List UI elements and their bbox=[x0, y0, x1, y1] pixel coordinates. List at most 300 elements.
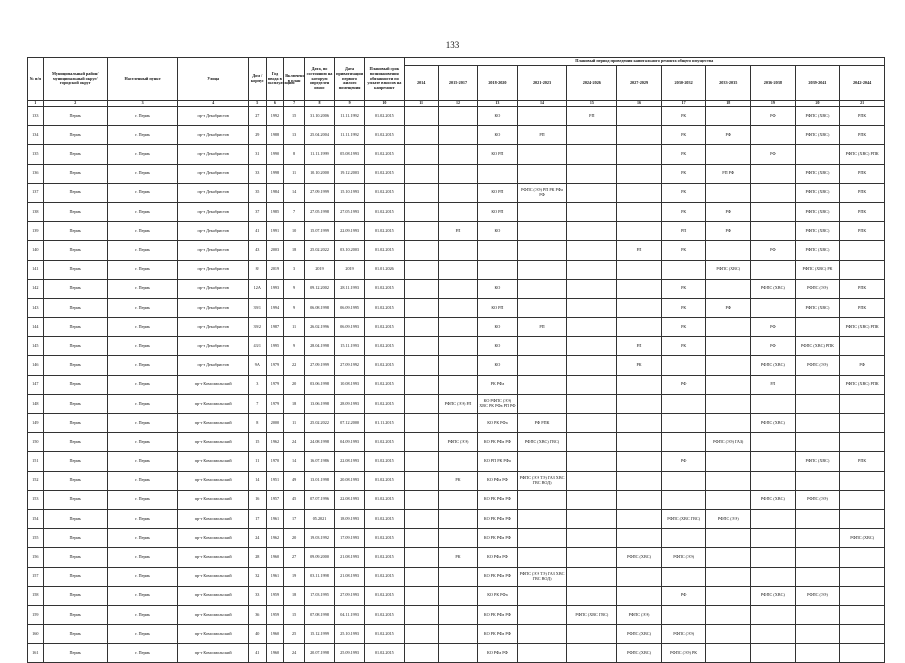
table-cell: 143 bbox=[28, 298, 44, 317]
table-cell: 8 bbox=[284, 145, 305, 164]
table-cell: 01.02.2015 bbox=[365, 375, 404, 394]
table-cell: 41 bbox=[248, 222, 266, 241]
table-cell: Пермь bbox=[43, 145, 107, 164]
table-cell: 1979 bbox=[266, 394, 284, 413]
period-cell bbox=[840, 567, 885, 586]
period-cell bbox=[404, 126, 438, 145]
period-cell: РФПС (ХВС) bbox=[617, 644, 662, 663]
table-cell: 01.02.2015 bbox=[365, 164, 404, 183]
period-cell bbox=[706, 279, 751, 298]
table-cell: г. Пермь bbox=[107, 241, 178, 260]
table-cell: 19.12.2003 bbox=[335, 164, 365, 183]
period-cell bbox=[517, 145, 567, 164]
table-cell: 138 bbox=[28, 202, 44, 221]
table-cell: 1993 bbox=[266, 279, 284, 298]
period-cell: РФПС (ХВС) bbox=[795, 183, 840, 202]
period-cell bbox=[567, 222, 617, 241]
table-cell: Пермь bbox=[43, 260, 107, 279]
period-cell: РК РФа bbox=[478, 375, 517, 394]
period-cell bbox=[517, 625, 567, 644]
period-cell: КО РП bbox=[478, 183, 517, 202]
period-cell bbox=[840, 490, 885, 509]
table-cell: 20 bbox=[284, 375, 305, 394]
table-cell: 28.11.1993 bbox=[335, 279, 365, 298]
period-cell: РФПС (ЭЭ) РП РК РФа РФ bbox=[517, 183, 567, 202]
period-cell bbox=[517, 279, 567, 298]
period-cell bbox=[751, 202, 796, 221]
period-cell bbox=[617, 222, 662, 241]
period-cell bbox=[706, 625, 751, 644]
table-cell: 07.08.1998 bbox=[304, 605, 334, 624]
period-cell bbox=[517, 241, 567, 260]
period-cell: РФПС (ХВС) bbox=[751, 279, 796, 298]
column-number: 13 bbox=[478, 101, 517, 107]
period-cell bbox=[404, 509, 438, 528]
column-number: 3 bbox=[107, 101, 178, 107]
table-row bbox=[28, 605, 885, 624]
table-cell: пр-т Комсомольский bbox=[178, 433, 249, 452]
table-cell: 2019 bbox=[335, 260, 365, 279]
period-cell bbox=[567, 375, 617, 394]
table-row bbox=[28, 126, 885, 145]
period-cell: РК bbox=[661, 318, 706, 337]
period-cell bbox=[795, 375, 840, 394]
col-header: Дата приватизации первого жилого помещения bbox=[335, 58, 365, 101]
period-header: 2039-2041 bbox=[795, 66, 840, 101]
period-header: 2036-2038 bbox=[751, 66, 796, 101]
table-cell: пр-т Комсомольский bbox=[178, 375, 249, 394]
table-cell: 13.01.1998 bbox=[304, 471, 334, 490]
table-cell: Пермь bbox=[43, 375, 107, 394]
period-cell bbox=[567, 433, 617, 452]
table-cell: 1979 bbox=[266, 356, 284, 375]
period-cell bbox=[438, 145, 477, 164]
period-cell bbox=[617, 183, 662, 202]
period-cell bbox=[517, 529, 567, 548]
period-cell bbox=[617, 433, 662, 452]
period-cell bbox=[617, 394, 662, 413]
table-cell: 18 bbox=[284, 241, 305, 260]
col-header: Населенный пункт bbox=[107, 58, 178, 101]
table-cell: 7 bbox=[248, 394, 266, 413]
period-cell: РПК bbox=[840, 202, 885, 221]
period-cell bbox=[840, 471, 885, 490]
table-row bbox=[28, 548, 885, 567]
period-header: 2021-2023 bbox=[517, 66, 567, 101]
period-cell bbox=[617, 260, 662, 279]
table-cell: Пермь bbox=[43, 605, 107, 624]
period-cell: РПК bbox=[840, 164, 885, 183]
period-cell: КО РК РФа РФ bbox=[478, 529, 517, 548]
period-cell: РФПС (ЭЭ) bbox=[795, 279, 840, 298]
table-cell: 22.08.1993 bbox=[335, 452, 365, 471]
table-cell: 01.02.2015 bbox=[365, 356, 404, 375]
period-cell bbox=[404, 414, 438, 433]
table-cell: 1970 bbox=[266, 452, 284, 471]
table-cell: 1957 bbox=[266, 490, 284, 509]
period-cell bbox=[404, 337, 438, 356]
period-cell bbox=[751, 529, 796, 548]
table-cell: Пермь bbox=[43, 471, 107, 490]
period-cell: КО bbox=[478, 107, 517, 126]
period-cell: РФПС (ХВС) РК bbox=[795, 260, 840, 279]
table-cell: г. Пермь bbox=[107, 260, 178, 279]
period-cell bbox=[706, 356, 751, 375]
table-cell: 1987 bbox=[266, 318, 284, 337]
table-header bbox=[28, 58, 885, 107]
table-cell: пр-т Комсомольский bbox=[178, 567, 249, 586]
table-cell: пр-т Комсомольский bbox=[178, 471, 249, 490]
group-header: Плановый период проведения капитального ремонта общего имущества bbox=[404, 58, 884, 66]
period-cell: РФ bbox=[751, 337, 796, 356]
table-row bbox=[28, 337, 885, 356]
period-cell bbox=[517, 644, 567, 663]
table-cell: 09.12.2002 bbox=[304, 279, 334, 298]
period-cell bbox=[517, 107, 567, 126]
period-cell bbox=[751, 260, 796, 279]
table-cell: 15 bbox=[248, 433, 266, 452]
table-cell: пр-т Декабристов bbox=[178, 318, 249, 337]
table-row bbox=[28, 318, 885, 337]
period-cell bbox=[661, 605, 706, 624]
period-cell: РФПС (ХВС) РПК bbox=[840, 375, 885, 394]
period-cell bbox=[751, 567, 796, 586]
period-cell bbox=[404, 164, 438, 183]
col-header: Плановый срок возникновения обязанности по уплате взносов на капремонт bbox=[365, 58, 404, 101]
period-cell bbox=[840, 414, 885, 433]
table-cell: 22.08.1993 bbox=[335, 490, 365, 509]
period-cell: РФ bbox=[706, 126, 751, 145]
period-cell bbox=[438, 183, 477, 202]
table-cell: 18 bbox=[284, 394, 305, 413]
table-cell: Пермь bbox=[43, 433, 107, 452]
table-cell: 01.02.2015 bbox=[365, 509, 404, 528]
period-cell bbox=[706, 644, 751, 663]
table-cell: г. Пермь bbox=[107, 586, 178, 605]
period-cell: РФПС (ЭЭ ТЭ) ГАЗ ХВС ГВС ВОД) bbox=[517, 567, 567, 586]
period-cell: РП bbox=[567, 107, 617, 126]
column-number: 2 bbox=[43, 101, 107, 107]
table-cell: 1985 bbox=[266, 202, 284, 221]
col-header: № п/п bbox=[28, 58, 44, 101]
table-cell: 10.08.1993 bbox=[335, 375, 365, 394]
table-cell: 15.07.1999 bbox=[304, 222, 334, 241]
table-cell: 01.02.2015 bbox=[365, 644, 404, 663]
period-cell bbox=[706, 567, 751, 586]
table-cell: г. Пермь bbox=[107, 126, 178, 145]
table-cell: г. Пермь bbox=[107, 222, 178, 241]
period-cell: РЛ bbox=[751, 375, 796, 394]
period-cell bbox=[567, 414, 617, 433]
period-cell bbox=[438, 529, 477, 548]
period-cell bbox=[567, 625, 617, 644]
period-cell: РК bbox=[661, 126, 706, 145]
period-cell: РФПС (ЭЭ) bbox=[795, 490, 840, 509]
period-cell: КО bbox=[478, 279, 517, 298]
period-cell bbox=[795, 414, 840, 433]
table-cell: Пермь bbox=[43, 126, 107, 145]
table-cell: 39/1 bbox=[248, 298, 266, 317]
period-header: 2015-2017 bbox=[438, 66, 477, 101]
period-cell bbox=[438, 356, 477, 375]
table-row bbox=[28, 433, 885, 452]
period-cell bbox=[706, 318, 751, 337]
table-cell: г. Пермь bbox=[107, 548, 178, 567]
period-cell bbox=[617, 279, 662, 298]
period-cell bbox=[404, 222, 438, 241]
period-cell: КО РК РФа РФ bbox=[478, 605, 517, 624]
period-cell: РЛ bbox=[617, 241, 662, 260]
period-cell: РФПС (ЭЭ) РК bbox=[661, 644, 706, 663]
table-cell: 27 bbox=[284, 548, 305, 567]
period-cell: КО bbox=[478, 356, 517, 375]
table-cell: 07.12.2000 bbox=[335, 414, 365, 433]
period-cell: РПК bbox=[840, 126, 885, 145]
table-cell: пр-т Комсомольский bbox=[178, 644, 249, 663]
table-cell: 1961 bbox=[266, 509, 284, 528]
period-cell bbox=[438, 260, 477, 279]
period-cell bbox=[706, 394, 751, 413]
period-cell bbox=[404, 356, 438, 375]
period-cell bbox=[517, 202, 567, 221]
period-cell: РК bbox=[661, 298, 706, 317]
period-cell bbox=[478, 164, 517, 183]
table-cell: Пермь bbox=[43, 222, 107, 241]
period-cell bbox=[617, 414, 662, 433]
table-cell: г. Пермь bbox=[107, 164, 178, 183]
table-cell: 04.11.1993 bbox=[335, 605, 365, 624]
period-cell bbox=[517, 164, 567, 183]
period-cell bbox=[404, 318, 438, 337]
period-cell: РФ bbox=[751, 318, 796, 337]
table-cell: 27.05.1993 bbox=[335, 202, 365, 221]
period-cell bbox=[840, 586, 885, 605]
table-cell: 2019 bbox=[266, 260, 284, 279]
period-cell bbox=[404, 202, 438, 221]
period-cell bbox=[567, 145, 617, 164]
period-cell bbox=[404, 548, 438, 567]
period-cell bbox=[661, 529, 706, 548]
period-cell bbox=[661, 433, 706, 452]
table-cell: пр-т Декабристов bbox=[178, 260, 249, 279]
table-cell: 24 bbox=[284, 644, 305, 663]
period-cell: РФ РПК bbox=[517, 414, 567, 433]
table-row bbox=[28, 145, 885, 164]
table-cell: г. Пермь bbox=[107, 490, 178, 509]
table-cell: 01.02.2015 bbox=[365, 126, 404, 145]
period-cell bbox=[404, 145, 438, 164]
period-cell: КО РК РФа РФ bbox=[478, 567, 517, 586]
column-number: 15 bbox=[567, 101, 617, 107]
period-cell: РФПС (ЭЭ) ГАЗ) bbox=[706, 433, 751, 452]
table-cell: 27.09.1999 bbox=[304, 356, 334, 375]
table-cell: 13.06.1998 bbox=[304, 394, 334, 413]
table-cell: 27.05.1998 bbox=[304, 202, 334, 221]
period-cell bbox=[751, 298, 796, 317]
period-cell bbox=[617, 164, 662, 183]
col-header: Год ввода в эксплуатацию bbox=[266, 58, 284, 101]
period-cell: РФПС (ХВС) ГВС) bbox=[517, 433, 567, 452]
column-number: 18 bbox=[706, 101, 751, 107]
table-cell: Пермь bbox=[43, 625, 107, 644]
period-cell bbox=[404, 644, 438, 663]
table-cell: г. Пермь bbox=[107, 529, 178, 548]
period-cell: РФПС (ХВС) bbox=[840, 529, 885, 548]
table-cell: 134 bbox=[28, 126, 44, 145]
table-cell: 151 bbox=[28, 452, 44, 471]
period-cell: РП bbox=[517, 126, 567, 145]
table-row bbox=[28, 567, 885, 586]
period-cell bbox=[567, 260, 617, 279]
period-cell: РФПС (ЭЭ) bbox=[795, 356, 840, 375]
table-cell: 12А bbox=[248, 279, 266, 298]
table-cell: 20.08.1993 bbox=[335, 471, 365, 490]
column-number: 21 bbox=[840, 101, 885, 107]
period-cell: КО РП bbox=[478, 298, 517, 317]
col-header: Дом / корпус bbox=[248, 58, 266, 101]
table-body bbox=[28, 107, 885, 663]
table-row bbox=[28, 625, 885, 644]
table-row bbox=[28, 241, 885, 260]
table-cell: 32 bbox=[248, 567, 266, 586]
period-cell bbox=[751, 452, 796, 471]
table-row bbox=[28, 183, 885, 202]
table-cell: 1951 bbox=[266, 471, 284, 490]
table-cell: 154 bbox=[28, 509, 44, 528]
table-cell: 01.02.2015 bbox=[365, 241, 404, 260]
period-cell bbox=[706, 471, 751, 490]
table-cell: г. Пермь bbox=[107, 202, 178, 221]
table-cell: г. Пермь bbox=[107, 298, 178, 317]
period-cell bbox=[706, 490, 751, 509]
table-cell: 3 bbox=[248, 375, 266, 394]
table-cell: 1959 bbox=[266, 605, 284, 624]
period-cell: КО bbox=[478, 126, 517, 145]
period-cell bbox=[478, 241, 517, 260]
period-header: 2014 bbox=[404, 66, 438, 101]
table-cell: г. Пермь bbox=[107, 509, 178, 528]
period-cell: КО РФа РФ bbox=[478, 471, 517, 490]
table-cell: 01.02.2015 bbox=[365, 394, 404, 413]
period-cell bbox=[751, 126, 796, 145]
period-cell: РЛ bbox=[438, 222, 477, 241]
table-cell: 1988 bbox=[266, 126, 284, 145]
table-cell: пр-т Комсомольский bbox=[178, 509, 249, 528]
table-cell: Пермь bbox=[43, 414, 107, 433]
period-cell: РФПС (ХВС) РПК bbox=[840, 318, 885, 337]
period-cell: РФПС (ХВС) bbox=[795, 202, 840, 221]
table-cell: 13 bbox=[284, 126, 305, 145]
period-cell: РФ bbox=[661, 452, 706, 471]
period-cell bbox=[617, 298, 662, 317]
table-cell: 03.10.2003 bbox=[335, 241, 365, 260]
table-cell: 35 bbox=[248, 183, 266, 202]
table-cell: 1994 bbox=[266, 298, 284, 317]
period-cell bbox=[617, 375, 662, 394]
period-cell: РФПС (ХВС) bbox=[795, 164, 840, 183]
period-cell bbox=[751, 605, 796, 624]
table-cell: г. Пермь bbox=[107, 394, 178, 413]
period-cell: РПК bbox=[840, 183, 885, 202]
period-cell bbox=[438, 625, 477, 644]
period-cell bbox=[567, 126, 617, 145]
period-cell: РПК bbox=[840, 298, 885, 317]
period-cell: РФ bbox=[661, 375, 706, 394]
table-row bbox=[28, 394, 885, 413]
period-cell: КО РП РК РФа bbox=[478, 452, 517, 471]
table-cell: 153 bbox=[28, 490, 44, 509]
table-cell: г. Пермь bbox=[107, 625, 178, 644]
table-cell: пр-т Комсомольский bbox=[178, 414, 249, 433]
table-cell: пр-т Комсомольский bbox=[178, 529, 249, 548]
table-cell: 26.02.1996 bbox=[304, 318, 334, 337]
table-cell: 142 bbox=[28, 279, 44, 298]
table-cell: 156 bbox=[28, 548, 44, 567]
column-number: 8 bbox=[304, 101, 334, 107]
table-cell: 06.09.1993 bbox=[335, 318, 365, 337]
table-cell: 05.08.1993 bbox=[335, 145, 365, 164]
table-cell: 9 bbox=[284, 298, 305, 317]
table-row bbox=[28, 644, 885, 663]
table-cell: 19 bbox=[284, 567, 305, 586]
period-cell: КО РК РФа bbox=[478, 586, 517, 605]
table-cell: 10.10.2000 bbox=[304, 164, 334, 183]
table-cell: пр-т Комсомольский bbox=[178, 490, 249, 509]
table-cell: 01.02.2015 bbox=[365, 471, 404, 490]
period-cell bbox=[751, 644, 796, 663]
period-cell: РФПС (ЭЭ ТЭ) ГАЗ ХВС ГВС ВОД) bbox=[517, 471, 567, 490]
period-cell: РПК bbox=[840, 452, 885, 471]
table-cell: 135 bbox=[28, 145, 44, 164]
table-cell: г. Пермь bbox=[107, 145, 178, 164]
period-header: 2024-2026 bbox=[567, 66, 617, 101]
table-cell: 06.08.1998 bbox=[304, 298, 334, 317]
period-cell bbox=[567, 356, 617, 375]
period-cell bbox=[661, 394, 706, 413]
table-cell: Пермь bbox=[43, 107, 107, 126]
table-cell: 01.02.2015 bbox=[365, 279, 404, 298]
table-cell: пр-т Декабристов bbox=[178, 126, 249, 145]
column-number: 6 bbox=[266, 101, 284, 107]
period-cell: КО РК РФа РФ bbox=[478, 490, 517, 509]
table-cell: 14 bbox=[284, 452, 305, 471]
table-cell: 01.02.2015 bbox=[365, 529, 404, 548]
period-cell: РЛ bbox=[617, 337, 662, 356]
period-cell: РФ bbox=[751, 107, 796, 126]
table-cell: 28 bbox=[248, 548, 266, 567]
table-row bbox=[28, 222, 885, 241]
table-cell: г. Пермь bbox=[107, 605, 178, 624]
period-cell: РФПС (ЭЭ) bbox=[617, 605, 662, 624]
period-cell bbox=[706, 183, 751, 202]
period-cell bbox=[438, 126, 477, 145]
period-cell bbox=[517, 548, 567, 567]
table-cell: 01.02.2015 bbox=[365, 222, 404, 241]
period-cell: КО РП bbox=[478, 145, 517, 164]
table-cell: г. Пермь bbox=[107, 452, 178, 471]
table-cell: 16 bbox=[248, 490, 266, 509]
period-cell bbox=[567, 279, 617, 298]
table-cell: 11.11.1992 bbox=[335, 107, 365, 126]
period-cell bbox=[840, 509, 885, 528]
table-cell: 25.02.2022 bbox=[304, 241, 334, 260]
table-cell: 25.10.1993 bbox=[335, 625, 365, 644]
period-cell bbox=[795, 145, 840, 164]
table-cell: 16.07.1986 bbox=[304, 452, 334, 471]
table-cell: 1984 bbox=[266, 183, 284, 202]
period-cell: РК bbox=[661, 107, 706, 126]
table-cell: 1991 bbox=[266, 222, 284, 241]
